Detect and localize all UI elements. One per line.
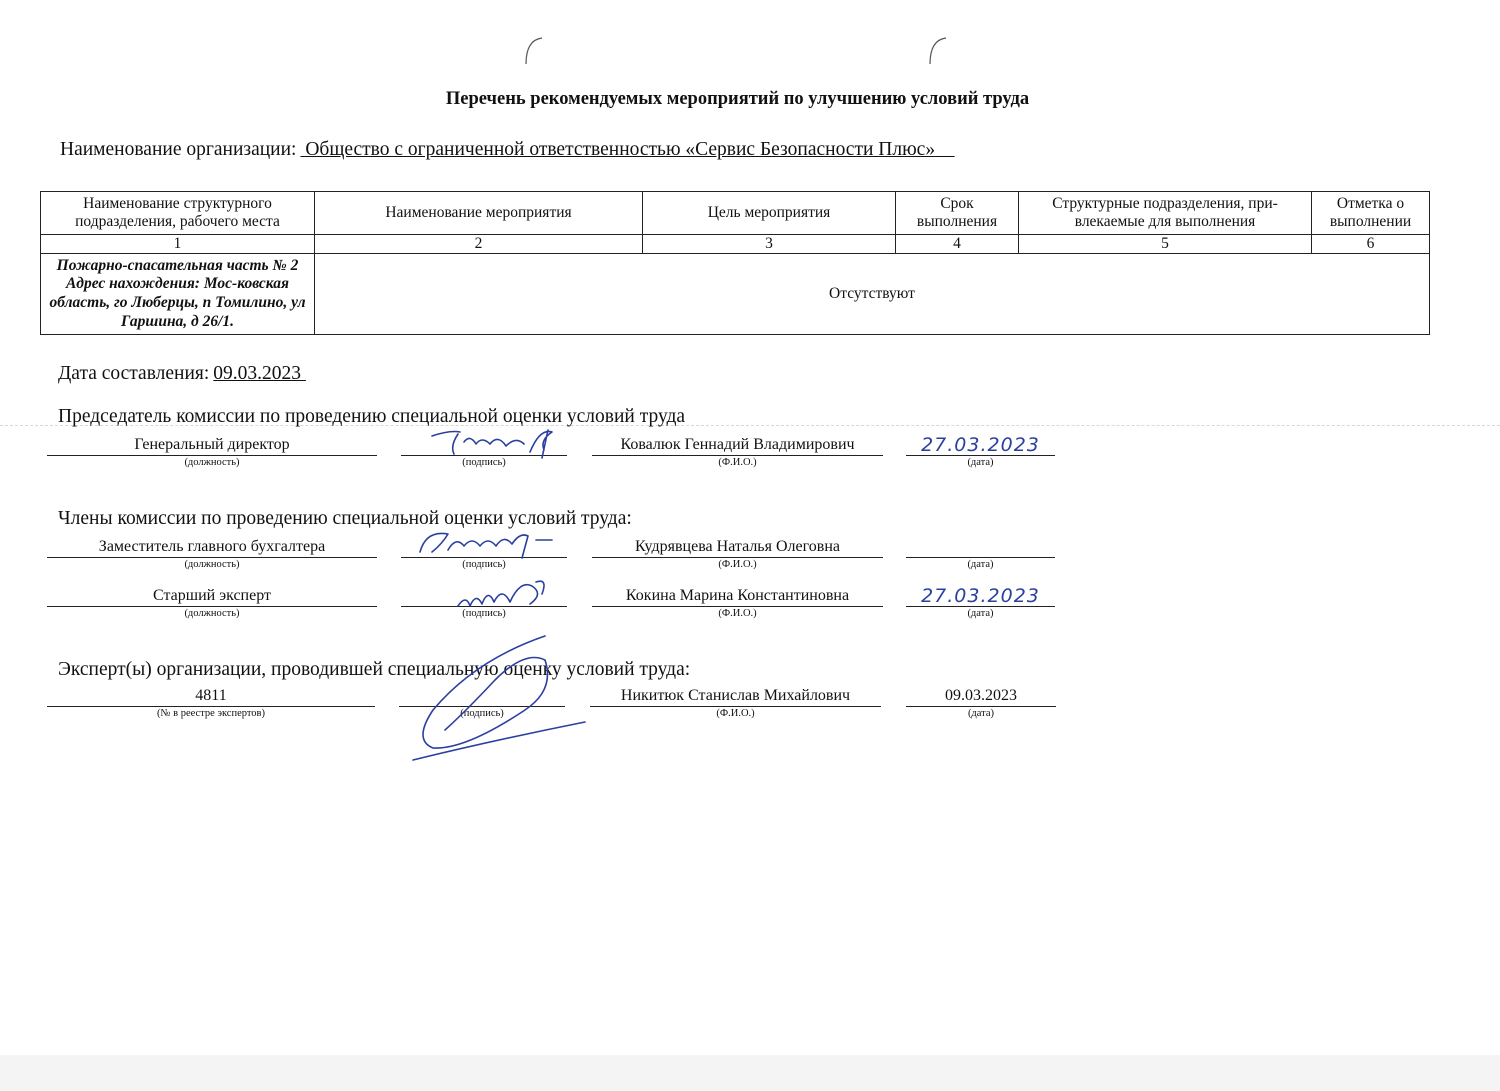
date-composed-line (58, 363, 306, 385)
position-caption: (должность) (184, 608, 240, 619)
date-caption: (дата) (967, 457, 994, 468)
chairman-signature-row (0, 435, 1100, 471)
table-header-row (41, 192, 1430, 235)
fio-field: Ковалюк Геннадий Владимирович (592, 435, 883, 456)
fio-caption: (Ф.И.О.) (718, 457, 757, 468)
position-field: Старший эксперт (47, 586, 377, 607)
expert-signature-row (0, 686, 1100, 722)
scan-bottom-edge (0, 1055, 1500, 1091)
signature-caption: (подпись) (462, 457, 506, 468)
column-number: 5 (1019, 235, 1312, 254)
fio-caption: (Ф.И.О.) (718, 608, 757, 619)
signature-field (401, 537, 567, 558)
members-heading: Члены комиссии по проведению специальной оценки условий труда: (58, 508, 632, 529)
table-row (41, 254, 1430, 335)
header-cell: Структурные подразделения, при-влекаемые для выполнения (1019, 192, 1312, 235)
date-caption: (дата) (967, 559, 994, 570)
header-cell: Наименование структурного подразделения, рабочего места (41, 192, 315, 235)
measures-table (40, 191, 1430, 335)
position-field: Заместитель главного бухгалтера (47, 537, 377, 558)
member-signature-row (0, 537, 1100, 573)
signature-field (399, 686, 565, 707)
date-caption: (дата) (967, 708, 995, 719)
fio-caption: (Ф.И.О.) (716, 708, 755, 719)
column-number: 2 (315, 235, 643, 254)
column-number-row (41, 235, 1430, 254)
document-title: Перечень рекомендуемых мероприятий по улучшению условий труда (445, 89, 1030, 109)
date-field: 27.03.2023 (906, 586, 1055, 607)
signature-caption: (подпись) (462, 559, 506, 570)
header-cell: Срок выполнения (896, 192, 1019, 235)
position-caption: (должность) (184, 559, 240, 570)
signature-caption: (подпись) (462, 608, 506, 619)
date-composed-value: 09.03.2023 (213, 363, 302, 384)
organization-name: Общество с ограниченной ответственностью «Сервис Безопасности Плюс» (300, 139, 936, 160)
date-caption: (дата) (967, 608, 994, 619)
position-caption: (должность) (184, 457, 240, 468)
column-number: 4 (896, 235, 1019, 254)
column-number: 3 (643, 235, 896, 254)
signature-field (401, 435, 567, 456)
column-number: 6 (1312, 235, 1430, 254)
fio-caption: (Ф.И.О.) (718, 559, 757, 570)
signature-field (401, 586, 567, 607)
punch-hole-mark (522, 36, 544, 66)
position-field: Генеральный директор (47, 435, 377, 456)
experts-heading: Эксперт(ы) организации, проводившей специальную оценку условий труда: (58, 659, 691, 680)
fio-field: Никитюк Станислав Михайлович (590, 686, 881, 707)
header-cell: Цель мероприятия (643, 192, 896, 235)
date-field (906, 537, 1055, 558)
member-signature-row (0, 586, 1100, 622)
fio-field: Кудрявцева Наталья Олеговна (592, 537, 883, 558)
date-field: 09.03.2023 (906, 686, 1056, 707)
punch-hole-mark (926, 36, 948, 66)
signature-caption: (подпись) (460, 708, 504, 719)
organization-line (60, 139, 955, 161)
date-field: 27.03.2023 (906, 435, 1055, 456)
measures-absent-cell: Отсутствуют (315, 254, 1430, 335)
workplace-cell: Пожарно-спасательная часть № 2 Адрес нахождения: Мос-ковская область, го Люберцы, п Томилино, ул Гаршина, д 26/1. (41, 254, 315, 335)
column-number: 1 (41, 235, 315, 254)
header-cell: Наименование мероприятия (315, 192, 643, 235)
date-composed-label: Дата составления: (58, 363, 210, 384)
organization-label: Наименование организации: (60, 139, 297, 160)
chairman-heading: Председатель комиссии по проведению специальной оценки условий труда (58, 406, 686, 427)
header-cell: Отметка о выполнении (1312, 192, 1430, 235)
registry-caption: (№ в реестре экспертов) (156, 708, 266, 719)
registry-number-field: 4811 (47, 686, 375, 707)
fio-field: Кокина Марина Константиновна (592, 586, 883, 607)
